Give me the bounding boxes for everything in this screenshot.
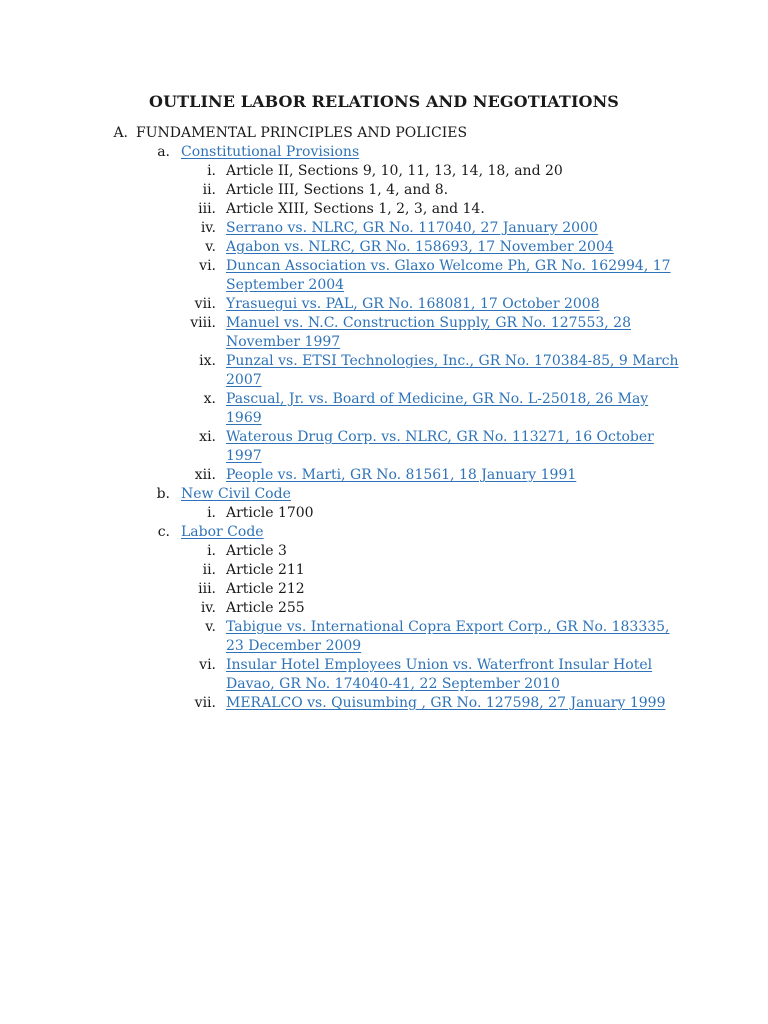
provision-text: Article 3 — [226, 543, 287, 559]
item-marker: i. — [207, 505, 216, 521]
item-text-wrap — [226, 162, 686, 181]
item-text-wrap — [226, 618, 686, 656]
outline-list-item — [0, 694, 768, 713]
case-citation-link[interactable]: Serrano vs. NLRC, GR No. 117040, 27 January 2000 — [226, 220, 598, 236]
item-text-wrap — [226, 181, 686, 200]
outline-list-item — [0, 542, 768, 561]
case-citation-link[interactable]: Manuel vs. N.C. Construction Supply, GR No. 127553, 28 November 1997 — [226, 315, 631, 350]
item-text-wrap — [226, 599, 686, 618]
case-citation-link[interactable]: Agabon vs. NLRC, GR No. 158693, 17 November 2004 — [226, 239, 614, 255]
case-citation-link[interactable]: Waterous Drug Corp. vs. NLRC, GR No. 113271, 16 October 1997 — [226, 429, 654, 464]
item-text-wrap — [226, 219, 686, 238]
item-text-wrap — [226, 580, 686, 599]
subsection-link[interactable]: New Civil Code — [181, 486, 291, 502]
item-text-wrap — [226, 200, 686, 219]
item-marker: iii. — [198, 581, 216, 597]
provision-text: Article II, Sections 9, 10, 11, 13, 14, 18, and 20 — [226, 163, 563, 179]
section-marker: A. — [113, 125, 128, 141]
subsection-link[interactable]: Constitutional Provisions — [181, 144, 360, 160]
item-marker: xii. — [194, 467, 216, 483]
item-marker: iii. — [198, 201, 216, 217]
provision-text: Article III, Sections 1, 4, and 8. — [226, 182, 449, 198]
outline-list-item — [0, 238, 768, 257]
item-marker: vii. — [194, 695, 216, 711]
item-marker: viii. — [190, 315, 216, 331]
item-text-wrap — [226, 352, 686, 390]
subsection-marker: b. — [156, 486, 170, 502]
item-marker: ii. — [202, 182, 216, 198]
item-text-wrap — [226, 238, 686, 257]
subsection-item — [0, 485, 768, 504]
outline-list-item — [0, 390, 768, 428]
item-text-wrap — [226, 257, 686, 295]
outline-list-item — [0, 618, 768, 656]
case-citation-link[interactable]: Duncan Association vs. Glaxo Welcome Ph, GR No. 162994, 17 September 2004 — [226, 258, 671, 293]
outline-list-item — [0, 466, 768, 485]
item-marker: v. — [205, 239, 216, 255]
item-text-wrap — [226, 656, 686, 694]
case-citation-link[interactable]: Insular Hotel Employees Union vs. Waterfront Insular Hotel Davao, GR No. 174040-41, 22 September 2010 — [226, 657, 653, 692]
outline-list-item — [0, 504, 768, 523]
outline-list-item — [0, 314, 768, 352]
subsection-text — [181, 523, 696, 542]
item-marker: i. — [207, 163, 216, 179]
case-citation-link[interactable]: MERALCO vs. Quisumbing , GR No. 127598, 27 January 1999 — [226, 695, 666, 711]
outline-list — [0, 124, 768, 713]
item-marker: i. — [207, 543, 216, 559]
item-marker: iv. — [200, 220, 216, 236]
item-text-wrap — [226, 504, 686, 523]
item-marker: vi. — [199, 258, 216, 274]
item-marker: x. — [203, 391, 216, 407]
outline-list-item — [0, 295, 768, 314]
item-marker: ii. — [202, 562, 216, 578]
item-text-wrap — [226, 428, 686, 466]
case-citation-link[interactable]: People vs. Marti, GR No. 81561, 18 January 1991 — [226, 467, 577, 483]
item-marker: ix. — [199, 353, 216, 369]
outline-list-item — [0, 257, 768, 295]
subsection-item — [0, 143, 768, 162]
item-text-wrap — [226, 466, 686, 485]
outline-list-item — [0, 599, 768, 618]
case-citation-link[interactable]: Punzal vs. ETSI Technologies, Inc., GR No. 170384-85, 9 March 2007 — [226, 353, 679, 388]
item-marker: v. — [205, 619, 216, 635]
provision-text: Article XIII, Sections 1, 2, 3, and 14. — [226, 201, 485, 217]
subsection-link[interactable]: Labor Code — [181, 524, 264, 540]
provision-text: Article 255 — [226, 600, 305, 616]
outline-list-item — [0, 580, 768, 599]
outline-list-item — [0, 428, 768, 466]
outline-list-item — [0, 162, 768, 181]
subsection-marker: c. — [157, 524, 170, 540]
item-text-wrap — [226, 390, 686, 428]
item-marker: xi. — [199, 429, 216, 445]
item-text-wrap — [226, 542, 686, 561]
subsection-list — [0, 143, 768, 713]
case-citation-link[interactable]: Tabigue vs. International Copra Export Corp., GR No. 183335, 23 December 2009 — [226, 619, 670, 654]
case-citation-link[interactable]: Pascual, Jr. vs. Board of Medicine, GR No. L-25018, 26 May 1969 — [226, 391, 649, 426]
provision-text: Article 211 — [226, 562, 305, 578]
item-marker: vi. — [199, 657, 216, 673]
outline-section-a — [0, 124, 768, 143]
subsection-item — [0, 523, 768, 542]
outline-list-item — [0, 656, 768, 694]
outline-list-item — [0, 561, 768, 580]
outline-list-item — [0, 219, 768, 238]
subsection-text — [181, 143, 696, 162]
item-text-wrap — [226, 561, 686, 580]
item-text-wrap — [226, 295, 686, 314]
section-heading: FUNDAMENTAL PRINCIPLES AND POLICIES — [136, 125, 468, 141]
case-citation-link[interactable]: Yrasuegui vs. PAL, GR No. 168081, 17 October 2008 — [226, 296, 600, 312]
provision-text: Article 1700 — [226, 505, 314, 521]
item-marker: iv. — [200, 600, 216, 616]
outline-list-item — [0, 181, 768, 200]
outline-list-item — [0, 352, 768, 390]
subsection-text — [181, 485, 696, 504]
subsection-marker: a. — [157, 144, 170, 160]
outline-list-item — [0, 200, 768, 219]
item-marker: vii. — [194, 296, 216, 312]
provision-text: Article 212 — [226, 581, 305, 597]
item-text-wrap — [226, 314, 686, 352]
item-text-wrap — [226, 694, 686, 713]
page-title: OUTLINE LABOR RELATIONS AND NEGOTIATIONS — [149, 92, 619, 111]
